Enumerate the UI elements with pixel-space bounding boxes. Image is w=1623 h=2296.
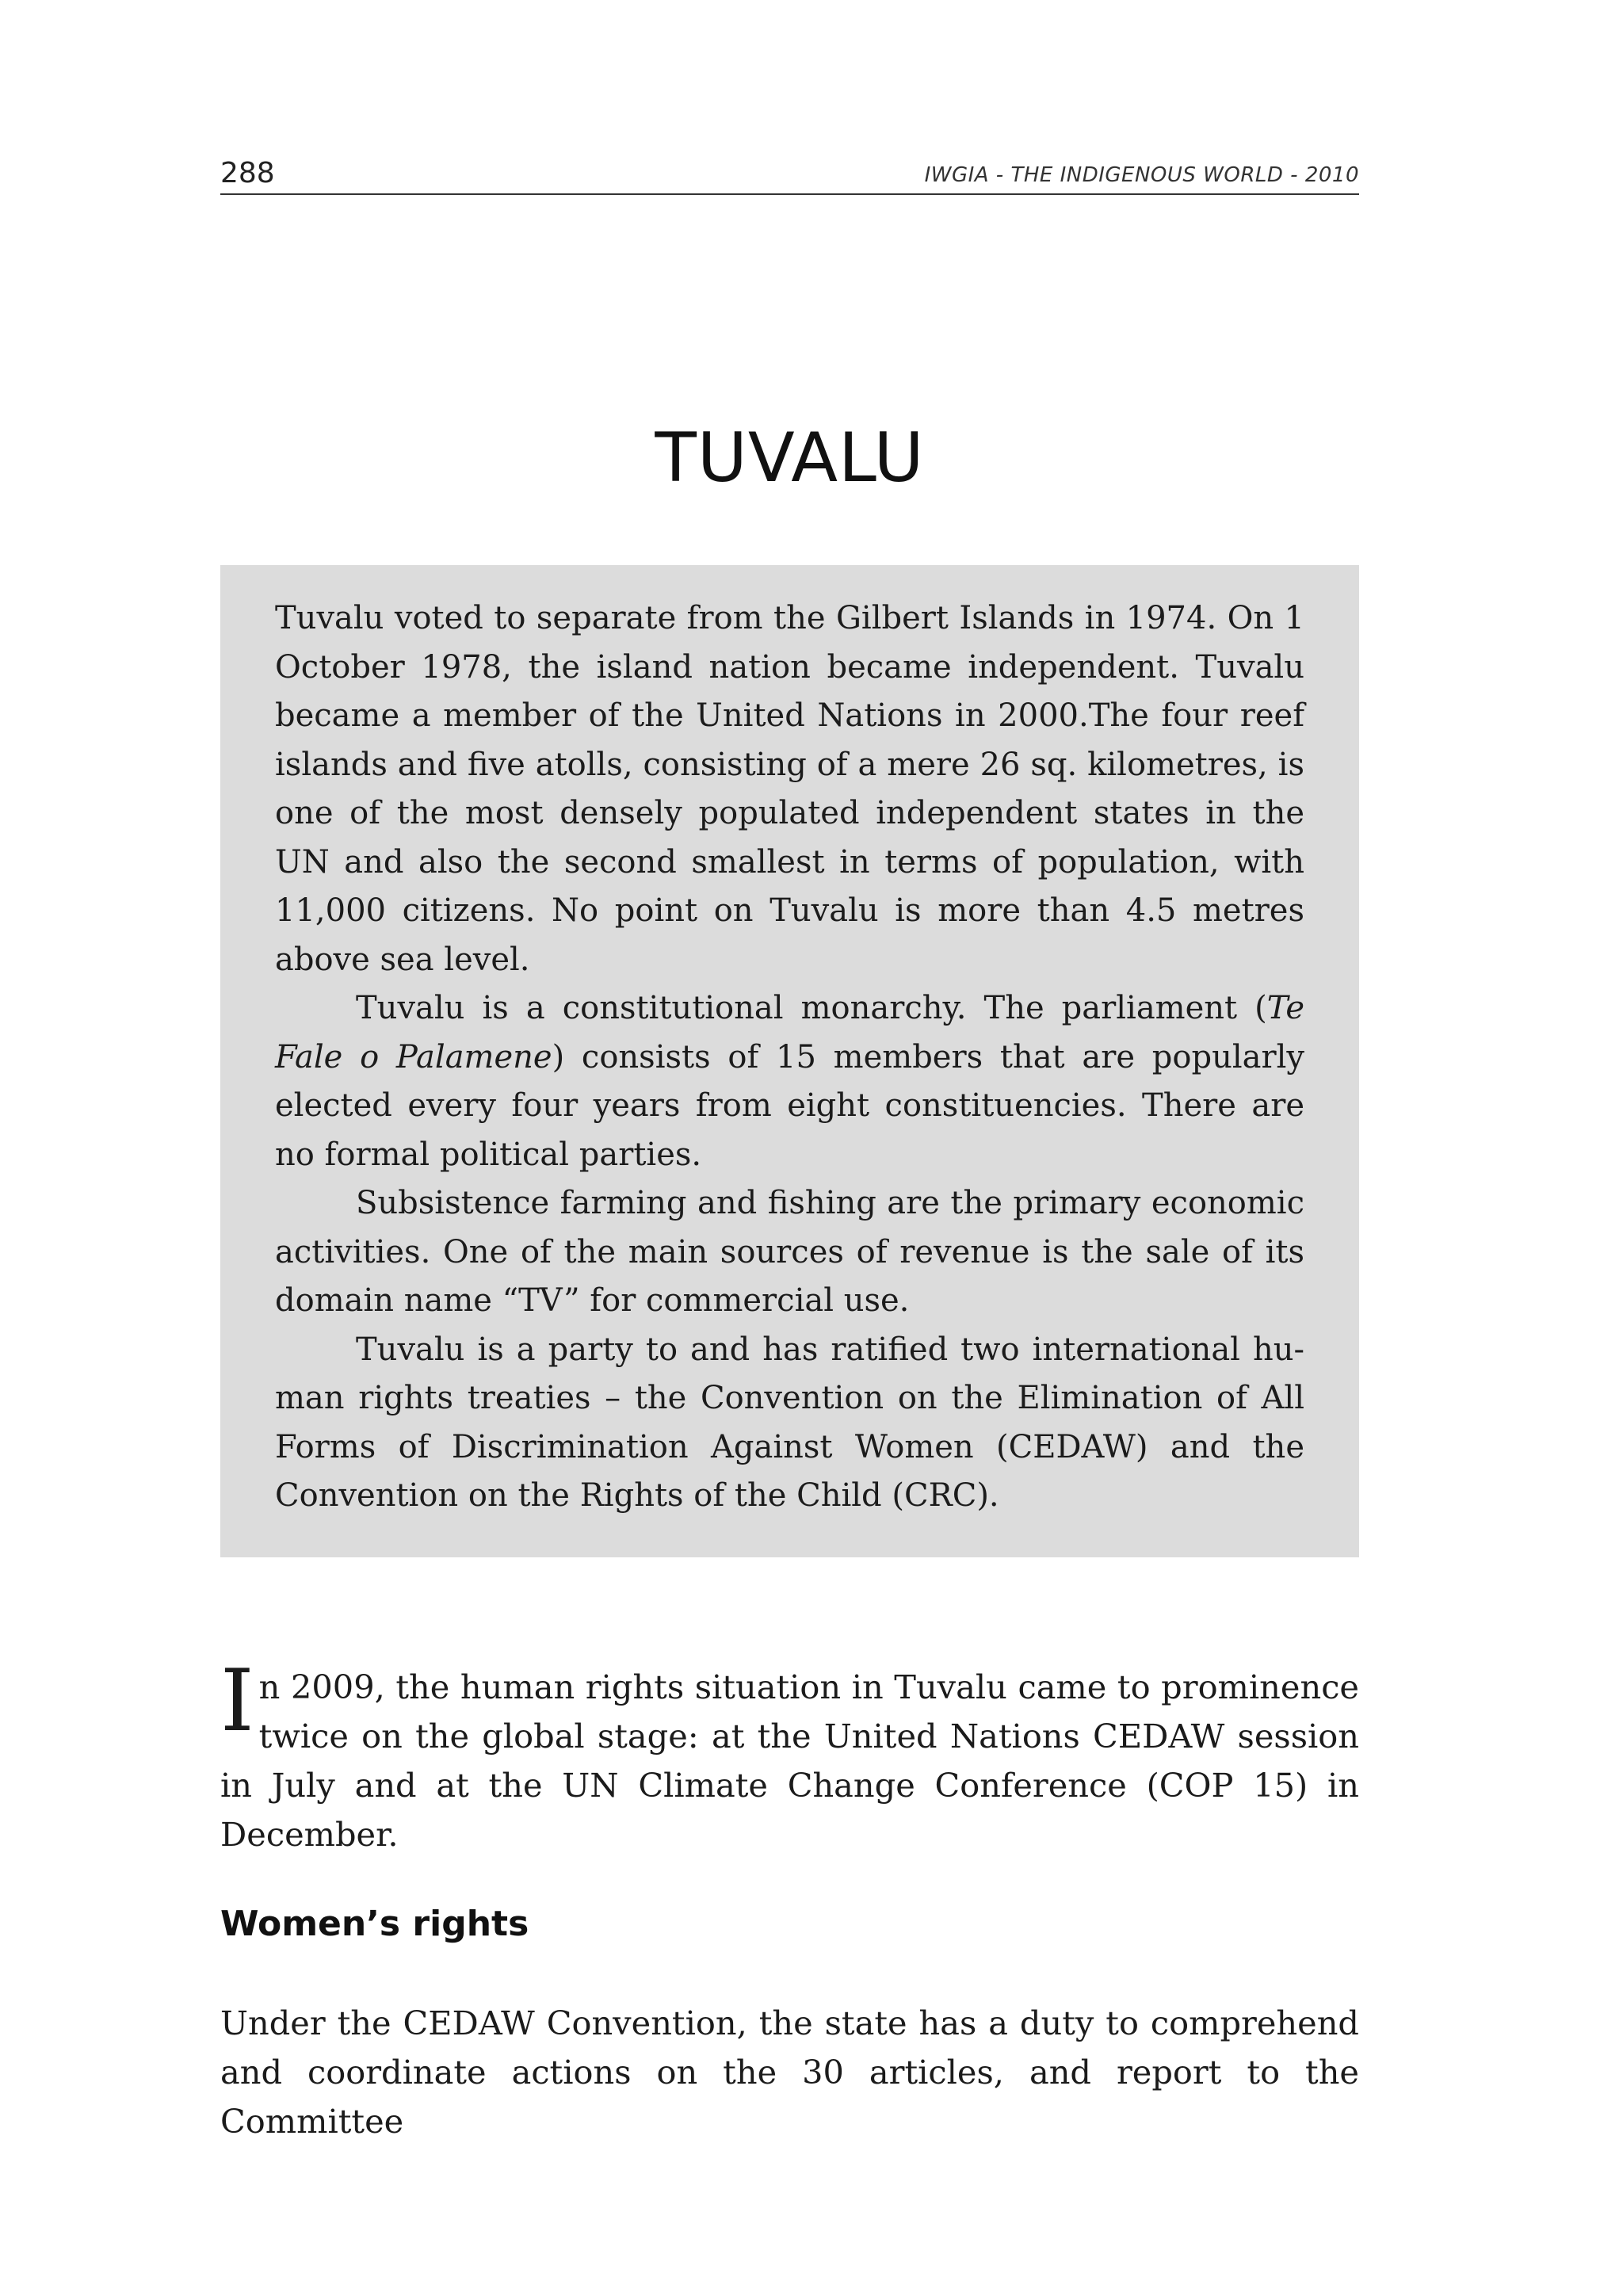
parliament-name: Te Fale o Palamene (275, 990, 1304, 1075)
section-heading: Women’s rights (220, 1904, 529, 1944)
lead-paragraph (220, 1652, 1359, 1859)
page-number: 288 (220, 157, 275, 189)
drop-cap: I (220, 1652, 254, 1751)
intro-paragraph-4: Tuvalu is a party to and has ratified two international human rights treaties – the Convention on the Elimination of All Forms of Discrimination Against Women (CEDAW) and the Convention on the Rights of the Child (CRC). (275, 1331, 1304, 1514)
intro-paragraph-1: Tuvalu voted to separate from the Gilbert Islands in 1974. On 1 October 1978, the island nation became independent. Tuvalu became a member of the United Nations in 2000.The four reef islands and five atolls, consisting of a mere 26 sq. kilometres, is one of the most densely populated independent states in the UN and also the second smallest in terms of population, with 11,000 citizens. No point on Tuvalu is more than 4.5 metres above sea level. (275, 600, 1304, 978)
running-header (220, 152, 1359, 195)
intro-text (275, 594, 1304, 1521)
lead-paragraph-text: n 2009, the human rights situation in Tuvalu came to prominence twice on the global stage: at the United Nations CEDAW session in July and at the UN Climate Change Conference (COP 15) in December. (220, 1668, 1359, 1854)
body-paragraph: Under the CEDAW Convention, the state has a duty to comprehend and coordinate actions on the 30 articles, and report to the Committee (220, 2004, 1359, 2141)
intro-summary-box (220, 565, 1359, 1557)
intro-paragraph-2-end: ) consists of 15 members that are popularly elected every four years from eight constituencies. There are no formal political parties. (275, 1038, 1304, 1173)
running-title: IWGIA - THE INDIGENOUS WORLD - 2010 (924, 163, 1359, 187)
intro-paragraph-2 (275, 984, 1304, 1179)
intro-paragraph-3: Subsistence farming and fishing are the primary economic activities. One of the main sources of revenue is the sale of its domain name “TV” for commercial use. (275, 1185, 1304, 1319)
chapter-title: TUVALU (655, 418, 925, 498)
intro-paragraph-2-start: Tuvalu is a constitutional monarchy. The parliament ( (356, 990, 1267, 1026)
